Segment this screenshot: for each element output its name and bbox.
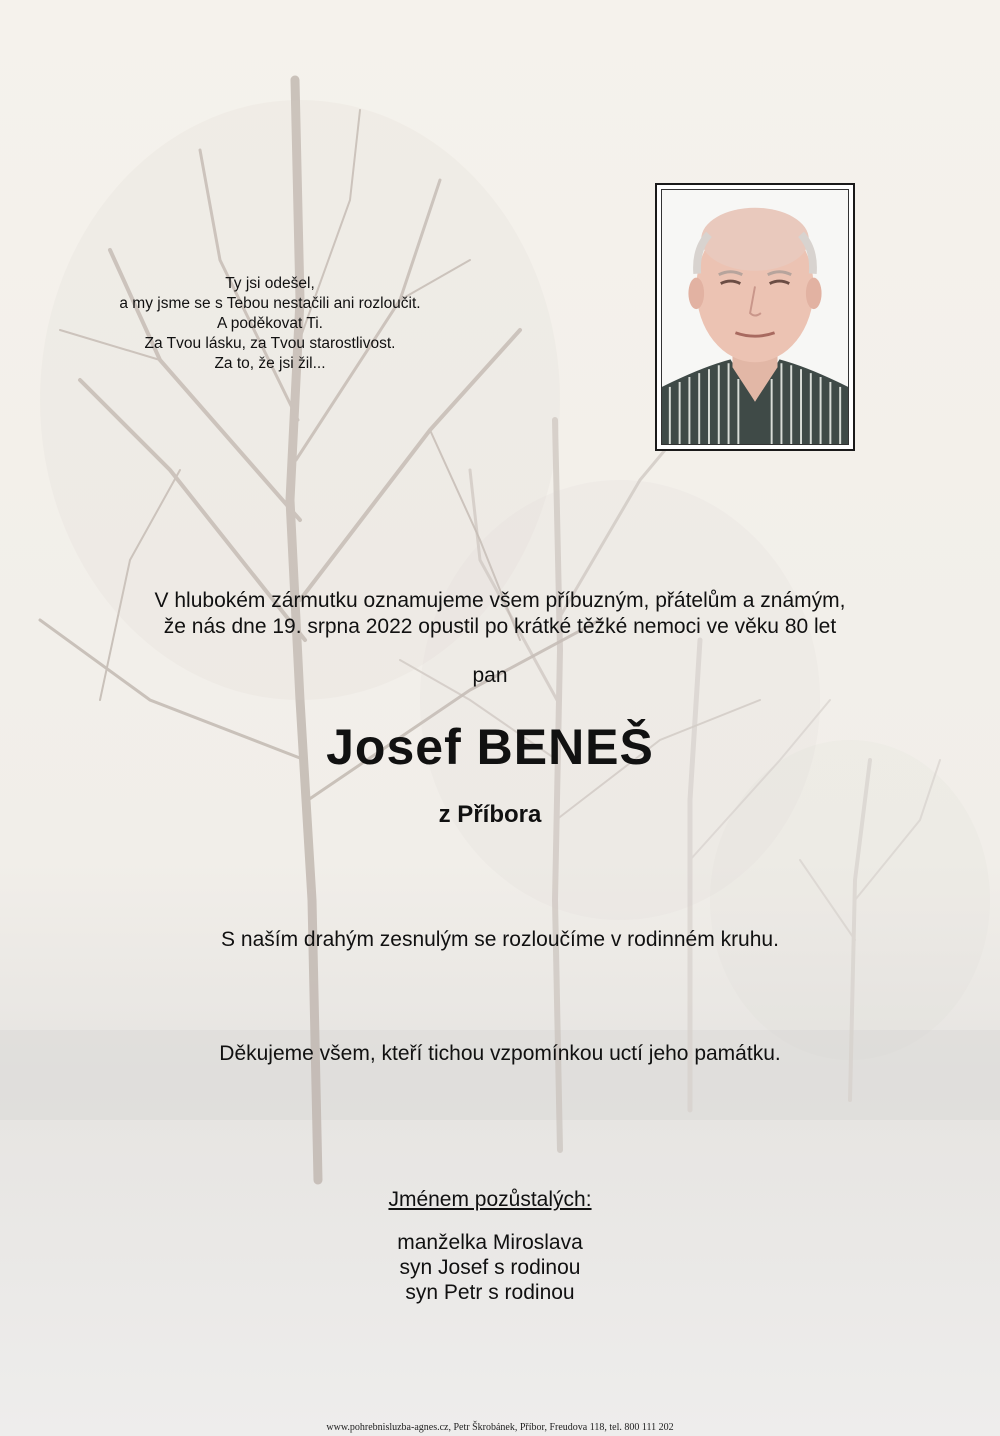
- memorial-poem: [60, 274, 480, 374]
- survivor-item: manželka Miroslava: [397, 1231, 583, 1254]
- announcement-line-2: že nás dne 19. srpna 2022 opustil po krátké těžké nemoci ve věku 80 let: [163, 615, 837, 638]
- portrait-photo: [661, 189, 849, 445]
- survivor-item: syn Petr s rodinou: [405, 1281, 575, 1304]
- announcement-line-1: V hlubokém zármutku oznamujeme všem příbuzným, přátelům a známým,: [154, 589, 846, 612]
- deceased-name: Josef BENEŠ: [326, 719, 654, 775]
- thanks-note: Děkujeme všem, kteří tichou vzpomínkou uctí jeho památku.: [219, 1042, 781, 1065]
- death-announcement: [60, 588, 940, 640]
- poem-line: Za Tvou lásku, za Tvou starostlivost.: [144, 335, 396, 352]
- survivors-block: [290, 1187, 690, 1305]
- farewell-note: S naším drahým zesnulým se rozloučíme v rodinném kruhu.: [221, 928, 779, 951]
- poem-line: Za to, že jsi žil...: [214, 355, 326, 372]
- survivor-item: syn Josef s rodinou: [399, 1256, 581, 1279]
- portrait-photo-frame: [655, 183, 855, 451]
- poem-line: a my jsme se s Tebou nestačili ani rozloučit.: [119, 295, 421, 312]
- deceased-origin: z Příbora: [438, 801, 542, 828]
- poem-line: A poděkovat Ti.: [217, 315, 323, 332]
- survivors-title: Jménem pozůstalých:: [388, 1188, 592, 1211]
- poem-line: Ty jsi odešel,: [225, 275, 315, 292]
- funeral-service-footer: www.pohrebnisluzba-agnes.cz, Petr Škrobánek, Příbor, Freudova 118, tel. 800 111 202: [326, 1422, 674, 1433]
- honorific: pan: [472, 664, 508, 687]
